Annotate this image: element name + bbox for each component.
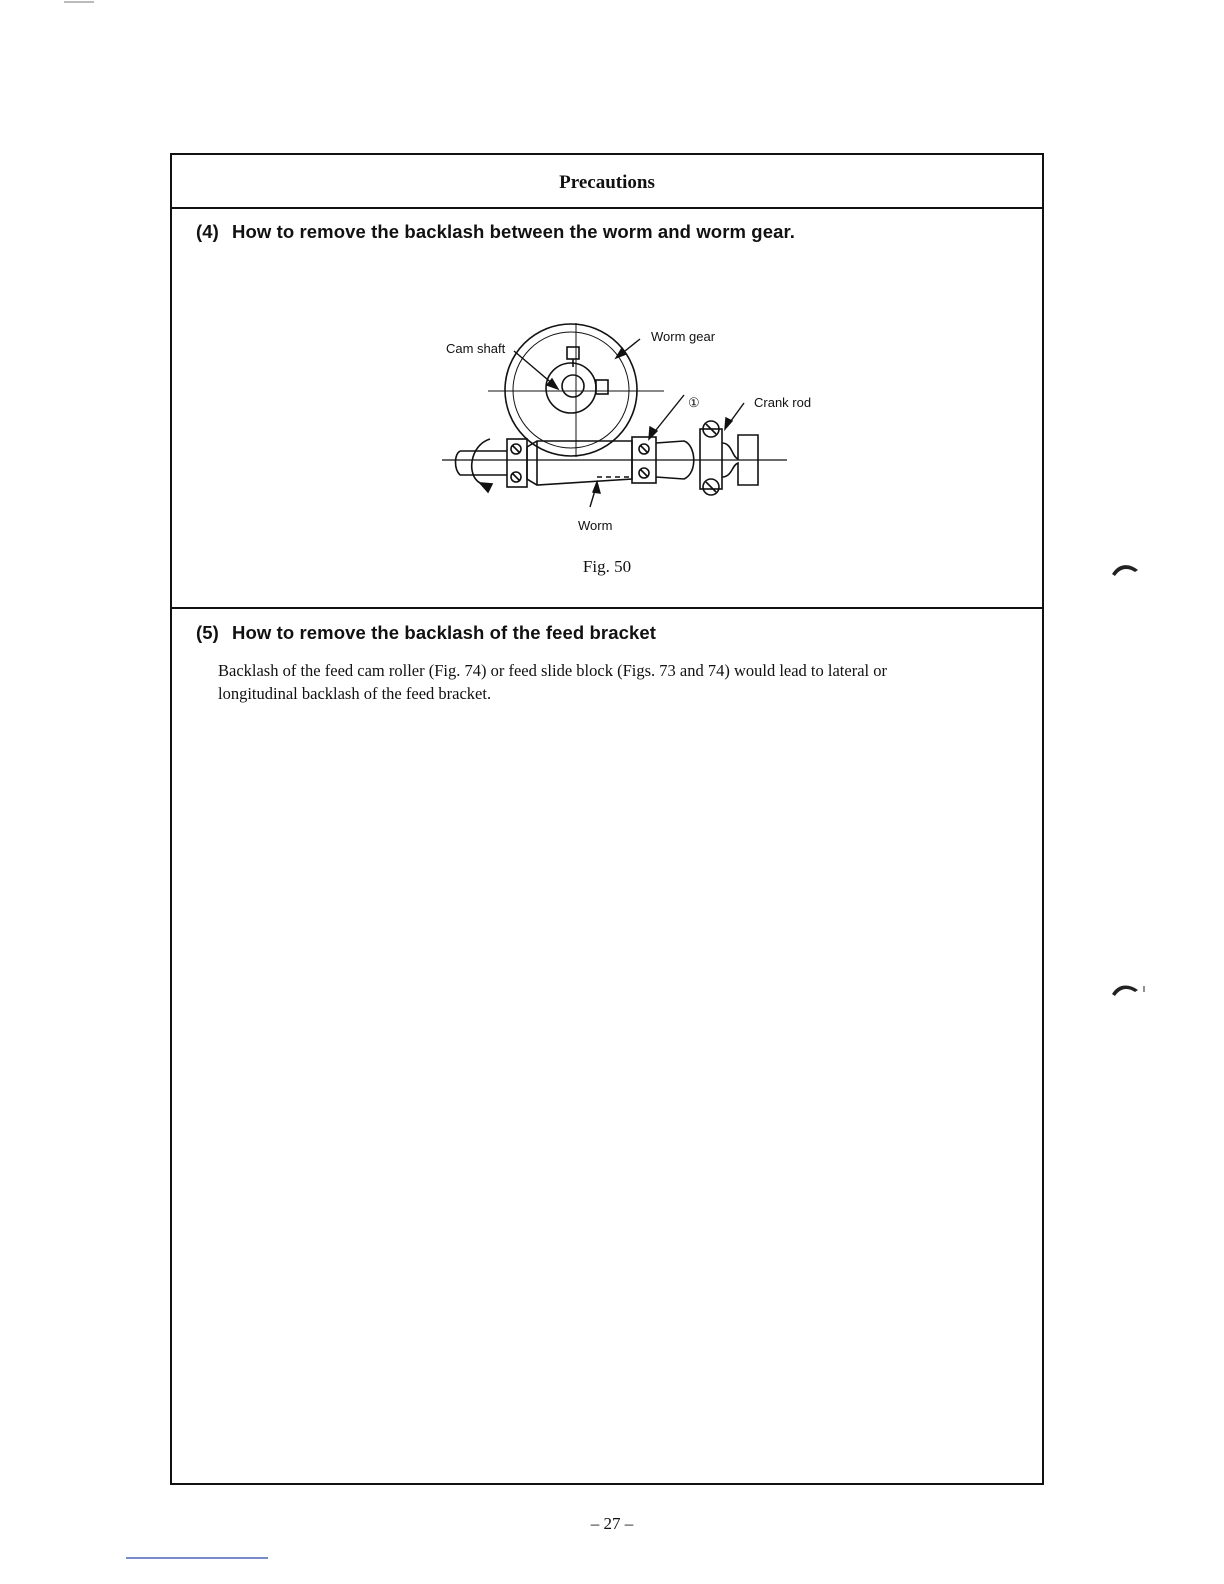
page-number: – 27 –	[590, 1514, 634, 1533]
margin-mark-lower	[1108, 980, 1148, 1010]
label-crank-rod: Crank rod	[754, 395, 812, 410]
header-title: Precautions	[172, 155, 1042, 209]
label-cam-shaft: Cam shaft	[446, 341, 506, 356]
section-4-title: How to remove the backlash between the worm and worm gear.	[232, 221, 795, 242]
body-line-2: longitudinal backlash of the feed bracket.	[218, 684, 492, 703]
worm-gear-figure	[432, 317, 832, 557]
section-4-number: (4)	[196, 221, 219, 242]
top-left-scan-mark	[60, 0, 100, 6]
section-4-heading	[196, 221, 795, 243]
body-line-1: Backlash of the feed cam roller (Fig. 74) or feed slide block (Figs. 73 and 74) would lead to lateral or	[218, 661, 887, 680]
bottom-left-scan-line	[124, 1555, 274, 1561]
section-5-title: How to remove the backlash of the feed bracket	[232, 622, 657, 643]
section-divider	[172, 607, 1042, 609]
label-part-1: ①	[688, 395, 700, 410]
precautions-frame	[170, 153, 1044, 1485]
label-worm: Worm	[578, 518, 613, 533]
section-5-heading	[196, 622, 656, 644]
figure-caption: Fig. 50	[582, 557, 632, 576]
section-5-body	[218, 659, 1008, 705]
section-5-number: (5)	[196, 622, 219, 643]
margin-mark-upper	[1108, 558, 1148, 598]
label-worm-gear: Worm gear	[651, 329, 716, 344]
